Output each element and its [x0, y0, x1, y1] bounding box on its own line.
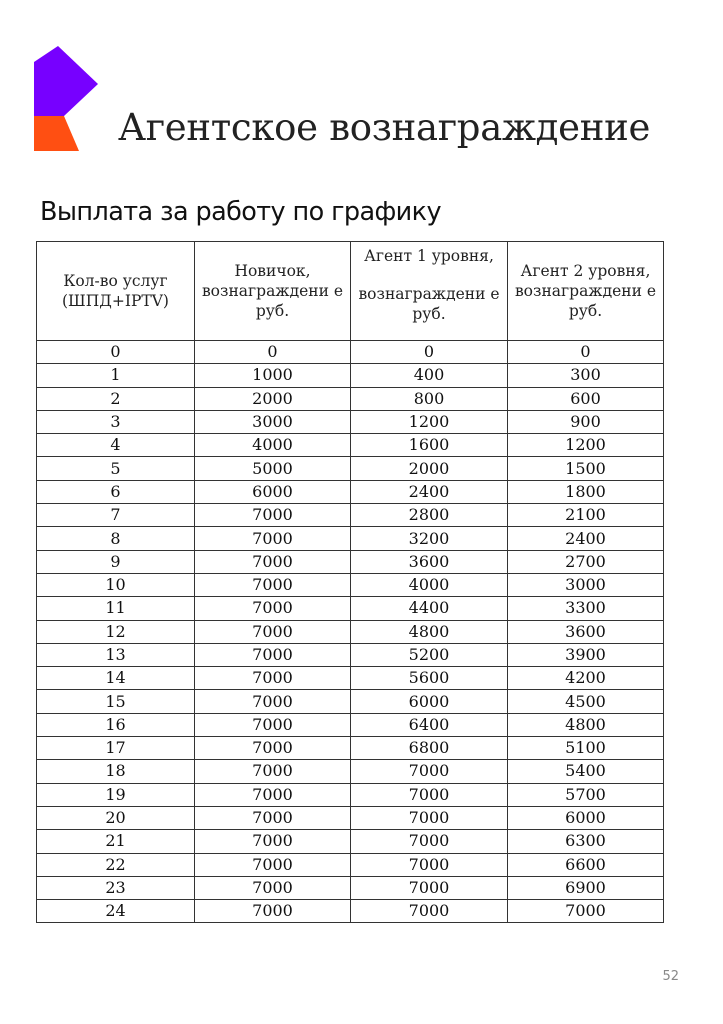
cell-novice: 7000	[195, 783, 351, 806]
cell-count: 8	[37, 527, 195, 550]
cell-novice: 5000	[195, 457, 351, 480]
cell-agent2: 300	[508, 364, 664, 387]
cell-count: 7	[37, 504, 195, 527]
cell-novice: 7000	[195, 667, 351, 690]
cell-agent1: 6400	[351, 713, 508, 736]
cell-novice: 6000	[195, 480, 351, 503]
cell-novice: 7000	[195, 550, 351, 573]
cell-agent2: 3300	[508, 597, 664, 620]
table-row	[37, 713, 664, 736]
table-row	[37, 643, 664, 666]
table-row	[37, 341, 664, 364]
cell-agent2: 5100	[508, 737, 664, 760]
cell-agent2: 0	[508, 341, 664, 364]
table-row	[37, 410, 664, 433]
table-row	[37, 667, 664, 690]
brand-logo	[34, 46, 98, 152]
cell-agent1: 7000	[351, 806, 508, 829]
cell-count: 5	[37, 457, 195, 480]
table-row	[37, 900, 664, 923]
cell-agent1: 0	[351, 341, 508, 364]
cell-agent1: 6800	[351, 737, 508, 760]
cell-count: 11	[37, 597, 195, 620]
cell-agent2: 2700	[508, 550, 664, 573]
logo-orange-shape	[34, 116, 79, 151]
cell-novice: 7000	[195, 620, 351, 643]
cell-count: 21	[37, 830, 195, 853]
cell-novice: 7000	[195, 504, 351, 527]
cell-count: 6	[37, 480, 195, 503]
cell-agent2: 600	[508, 387, 664, 410]
cell-novice: 7000	[195, 876, 351, 899]
cell-count: 23	[37, 876, 195, 899]
cell-agent2: 4200	[508, 667, 664, 690]
cell-agent1: 2400	[351, 480, 508, 503]
table-row	[37, 387, 664, 410]
table-row	[37, 876, 664, 899]
cell-novice: 3000	[195, 410, 351, 433]
page-title: Агентское вознаграждение	[118, 106, 651, 149]
cell-agent1: 5600	[351, 667, 508, 690]
table-row	[37, 573, 664, 596]
cell-agent1: 4000	[351, 573, 508, 596]
cell-count: 16	[37, 713, 195, 736]
cell-agent2: 3600	[508, 620, 664, 643]
cell-agent2: 900	[508, 410, 664, 433]
cell-count: 12	[37, 620, 195, 643]
cell-novice: 7000	[195, 597, 351, 620]
cell-agent2: 2400	[508, 527, 664, 550]
table-row	[37, 480, 664, 503]
cell-agent2: 6000	[508, 806, 664, 829]
cell-agent1: 7000	[351, 830, 508, 853]
cell-agent2: 3900	[508, 643, 664, 666]
cell-novice: 1000	[195, 364, 351, 387]
cell-novice: 7000	[195, 830, 351, 853]
column-header-novice: Новичок, вознаграждени е руб.	[195, 242, 351, 341]
table-row	[37, 434, 664, 457]
cell-novice: 7000	[195, 853, 351, 876]
cell-agent2: 1500	[508, 457, 664, 480]
table-row	[37, 830, 664, 853]
cell-agent2: 6900	[508, 876, 664, 899]
cell-count: 2	[37, 387, 195, 410]
cell-agent1: 4800	[351, 620, 508, 643]
table-row	[37, 853, 664, 876]
cell-agent2: 4500	[508, 690, 664, 713]
cell-agent1: 7000	[351, 876, 508, 899]
table-row	[37, 504, 664, 527]
cell-agent1: 800	[351, 387, 508, 410]
cell-count: 13	[37, 643, 195, 666]
logo-purple-shape	[34, 46, 98, 116]
table-row	[37, 597, 664, 620]
cell-count: 19	[37, 783, 195, 806]
table-row	[37, 783, 664, 806]
cell-agent1: 7000	[351, 783, 508, 806]
cell-agent2: 6300	[508, 830, 664, 853]
cell-agent1: 7000	[351, 853, 508, 876]
cell-novice: 7000	[195, 643, 351, 666]
cell-novice: 7000	[195, 527, 351, 550]
cell-agent1: 4400	[351, 597, 508, 620]
cell-agent2: 5400	[508, 760, 664, 783]
cell-count: 20	[37, 806, 195, 829]
cell-agent1: 2800	[351, 504, 508, 527]
page-number: 52	[662, 969, 679, 984]
cell-novice: 7000	[195, 573, 351, 596]
cell-agent1: 1200	[351, 410, 508, 433]
cell-count: 18	[37, 760, 195, 783]
cell-novice: 7000	[195, 760, 351, 783]
cell-agent1: 1600	[351, 434, 508, 457]
cell-count: 17	[37, 737, 195, 760]
cell-agent1: 6000	[351, 690, 508, 713]
cell-novice: 7000	[195, 713, 351, 736]
section-subtitle: Выплата за работу по графику	[40, 197, 441, 227]
cell-agent2: 1800	[508, 480, 664, 503]
table-row	[37, 760, 664, 783]
table-row	[37, 620, 664, 643]
cell-count: 24	[37, 900, 195, 923]
column-header-count: Кол-во услуг (ШПД+IPTV)	[37, 242, 195, 341]
cell-novice: 0	[195, 341, 351, 364]
table-row	[37, 527, 664, 550]
cell-agent2: 7000	[508, 900, 664, 923]
cell-count: 9	[37, 550, 195, 573]
cell-novice: 2000	[195, 387, 351, 410]
cell-agent2: 1200	[508, 434, 664, 457]
table-body	[37, 341, 664, 923]
cell-agent2: 2100	[508, 504, 664, 527]
table-header	[37, 242, 664, 341]
cell-agent1: 3200	[351, 527, 508, 550]
table-row	[37, 737, 664, 760]
cell-agent1: 5200	[351, 643, 508, 666]
cell-agent2: 4800	[508, 713, 664, 736]
cell-count: 14	[37, 667, 195, 690]
cell-agent2: 6600	[508, 853, 664, 876]
cell-agent1: 7000	[351, 900, 508, 923]
table-row	[37, 457, 664, 480]
cell-agent2: 3000	[508, 573, 664, 596]
reward-table	[36, 241, 664, 923]
cell-novice: 4000	[195, 434, 351, 457]
table-row	[37, 806, 664, 829]
column-header-agent2: Агент 2 уровня, вознаграждени е руб.	[508, 242, 664, 341]
cell-count: 15	[37, 690, 195, 713]
table-row	[37, 550, 664, 573]
cell-count: 0	[37, 341, 195, 364]
cell-count: 10	[37, 573, 195, 596]
cell-agent1: 2000	[351, 457, 508, 480]
table-row	[37, 690, 664, 713]
cell-agent1: 400	[351, 364, 508, 387]
cell-agent2: 5700	[508, 783, 664, 806]
cell-agent1: 7000	[351, 760, 508, 783]
cell-count: 4	[37, 434, 195, 457]
cell-novice: 7000	[195, 806, 351, 829]
cell-count: 3	[37, 410, 195, 433]
cell-novice: 7000	[195, 900, 351, 923]
column-header-agent1: Агент 1 уровня, вознаграждени е руб.	[351, 242, 508, 341]
cell-count: 22	[37, 853, 195, 876]
cell-novice: 7000	[195, 690, 351, 713]
cell-count: 1	[37, 364, 195, 387]
cell-agent1: 3600	[351, 550, 508, 573]
cell-novice: 7000	[195, 737, 351, 760]
table-row	[37, 364, 664, 387]
